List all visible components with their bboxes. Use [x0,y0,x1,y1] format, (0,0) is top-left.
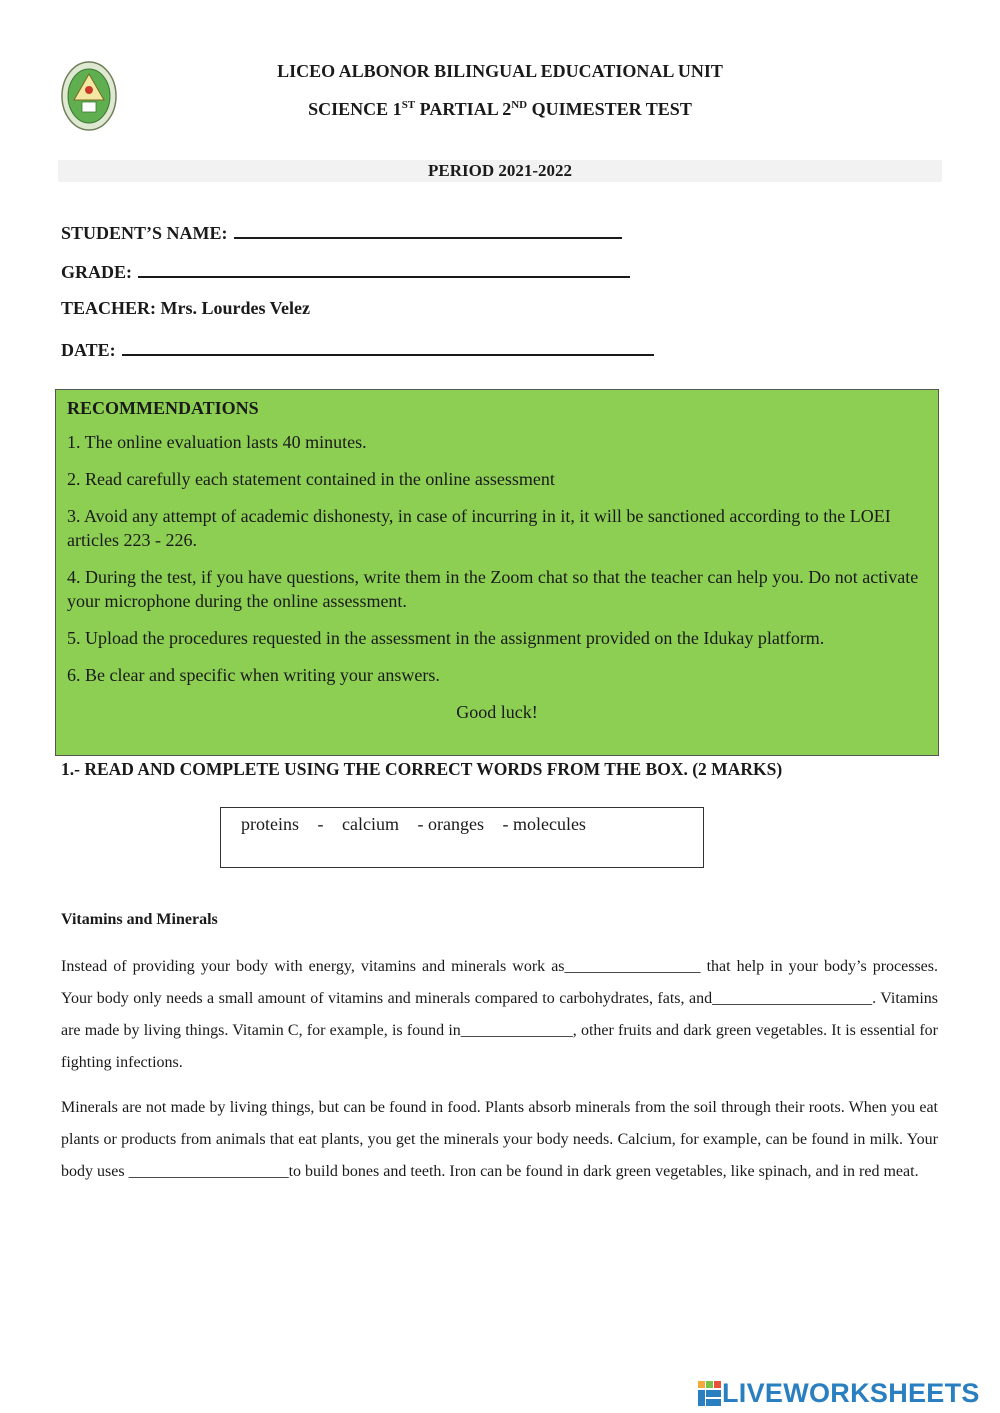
reading-subtitle: Vitamins and Minerals [61,911,218,928]
grade-blank[interactable] [138,260,630,278]
student-name-field[interactable] [61,221,622,244]
paragraph-text: , other fruits and dark green vegetables. It is essential for fighting infections. [61,1022,938,1071]
paragraph-text: . Vitamins are made by living things. Vitamin C, for example, is found in [61,990,938,1039]
recommendation-item: 6. Be clear and specific when writing your answers. [67,665,440,685]
recommendations-heading: RECOMMENDATIONS [67,398,259,418]
date-blank[interactable] [122,338,654,356]
paragraph-text: Minerals are not made by living things, but can be found in food. Plants absorb minerals from the soil through their roots. When you eat plants or products from animals that eat plants, you get the minerals your body needs. Calcium, for example, can be found in milk. Your body uses [61,1099,938,1180]
liveworksheets-logo[interactable] [698,1378,980,1409]
answer-blank-2[interactable]: ____________________ [712,990,873,1007]
teacher-label: TEACHER: Mrs. Lourdes Velez [61,298,310,318]
liveworksheets-icon [698,1381,722,1407]
word-bank-word: - oranges [417,814,484,834]
student-name-label: STUDENT’S NAME: [61,223,228,243]
recommendation-item: 5. Upload the procedures requested in the assessment in the assignment provided on the Idukay platform. [67,628,825,648]
answer-blank-1[interactable]: _________________ [564,958,701,975]
paragraph-text: Instead of providing your body with energy, vitamins and minerals work as [61,958,565,975]
recommendation-item: 2. Read carefully each statement contained in the online assessment [67,469,555,489]
answer-blank-4[interactable]: ____________________ [128,1163,289,1180]
school-name: LICEO ALBONOR BILINGUAL EDUCATIONAL UNIT [277,61,723,81]
reading-paragraph-2 [61,1092,938,1188]
reading-paragraph-1 [61,951,938,1079]
date-label: DATE: [61,340,116,360]
period-banner: PERIOD 2021-2022 [58,160,942,182]
word-bank-separator: - [317,814,324,834]
word-bank-word: calcium [342,814,399,834]
grade-label: GRADE: [61,262,132,282]
question-1-instruction: 1.- READ AND COMPLETE USING THE CORRECT WORDS FROM THE BOX. (2 MARKS) [61,759,783,779]
paragraph-text: to build bones and teeth. Iron can be found in dark green vegetables, like spinach, and in red meat. [288,1163,919,1180]
student-name-blank[interactable] [234,221,622,239]
word-bank-word: - molecules [502,814,586,834]
recommendation-item: 3. Avoid any attempt of academic dishonesty, in case of incurring in it, it will be sanctioned according to the LOEI articles 223 - 226. [67,506,891,550]
recommendation-item: 1. The online evaluation lasts 40 minutes. [67,432,367,452]
date-field[interactable] [61,338,654,361]
word-bank-box [220,807,704,868]
word-bank-word: proteins [241,814,299,834]
grade-field[interactable] [61,260,630,283]
paragraph-text: that help in your body’s processes. Your body only needs a small amount of vitamins and minerals compared to carbohydrates, fats, and [61,958,939,1007]
good-luck-text: Good luck! [456,702,538,722]
recommendation-item: 4. During the test, if you have questions, write them in the Zoom chat so that the teacher can help you. Do not activate your microphone during the online assessment. [67,567,919,611]
liveworksheets-brand: LIVEWORKSHEETS [722,1378,980,1408]
test-title: SCIENCE 1ST PARTIAL 2ND QUIMESTER TEST [308,99,692,119]
recommendations-box [55,389,939,756]
answer-blank-3[interactable]: ______________ [460,1022,573,1039]
